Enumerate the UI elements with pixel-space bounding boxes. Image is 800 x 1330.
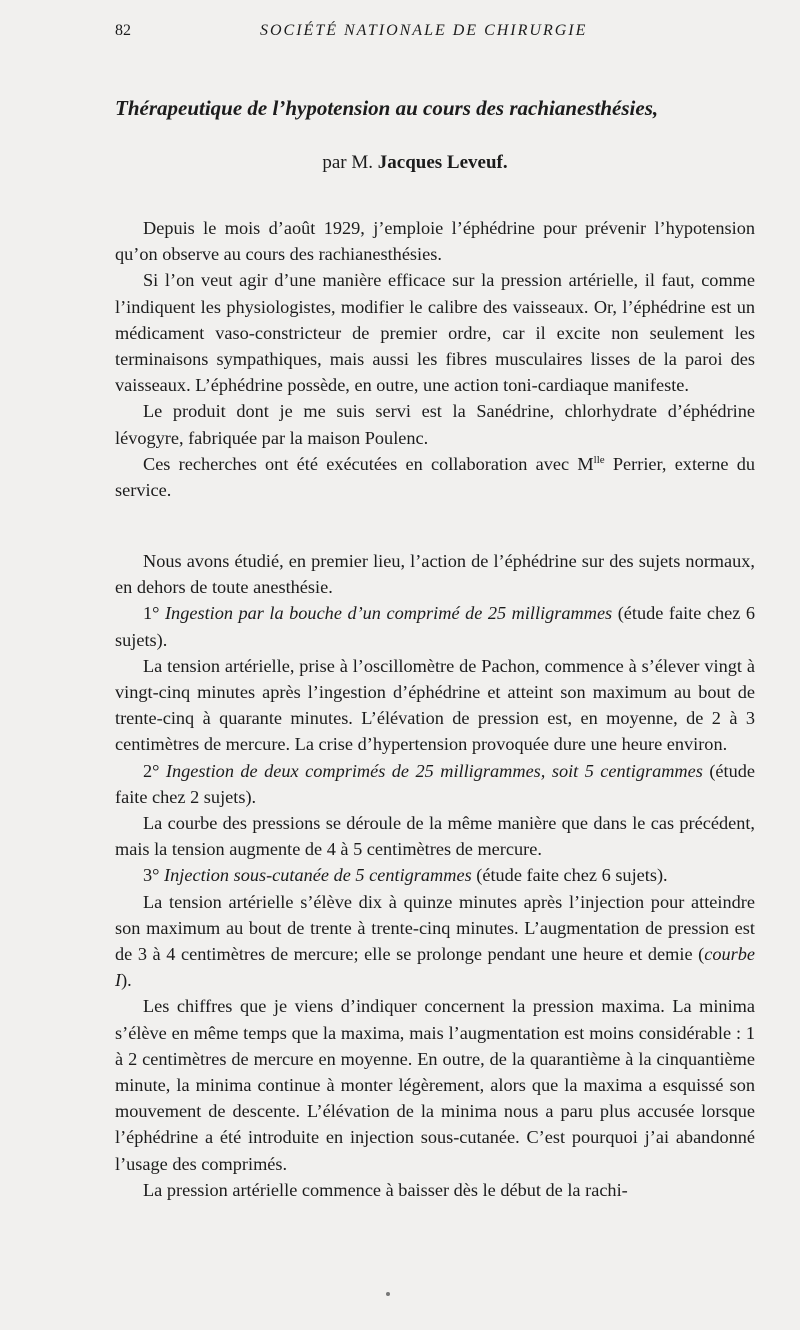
italic-heading: Ingestion de deux comprimés de 25 milligrammes, soit 5 centigrammes (165, 760, 703, 781)
paragraph (115, 600, 755, 652)
paragraph (115, 889, 755, 994)
section-experiments (115, 548, 755, 1203)
item-number: 3° (143, 865, 165, 886)
text-run: La tension artérielle s’élève dix à quinze minutes après l’injection pour atteindre son maximum au bout de trente à trente-cinq minutes. L’augmentation de pression est de 3 à 4 centimètres de mercure; elle se prolonge pendant une heure et demie ( (115, 891, 755, 965)
figure-reference: courbe I (115, 944, 755, 991)
paragraph: Les chiffres que je viens d’indiquer concernent la pression maxima. La minima s’élève en même temps que la maxima, mais l’augmentation est moins considérable : 1 à 2 centimètres de mercure en moyenne. En outre, de la quarantième à la cinquantième minute, la minima continue à monter légèrement, alors que la maxima a esquissé son mouvement de descente. L’élévation de la minima nous a paru plus accusée lorsque l’éphédrine a été introduite en injection sous-cutanée. C’est pourquoi j’ai abandonné l’usage des comprimés. (115, 996, 755, 1174)
text-run: (étude faite chez 6 sujets). (115, 603, 755, 650)
paragraph: Nous avons étudié, en premier lieu, l’action de l’éphédrine sur des sujets normaux, en dehors de toute anesthésie. (115, 551, 755, 598)
byline-prefix: par M. (322, 152, 374, 173)
italic-heading: Ingestion par la bouche d’un comprimé de 25 milligrammes (164, 603, 613, 624)
paragraph: La pression artérielle commence à baisser dès le début de la rachi- (143, 1179, 628, 1200)
text-run: (étude faite chez 6 sujets). (471, 865, 668, 886)
byline (0, 152, 800, 174)
superscript: lle (593, 453, 605, 466)
italic-heading: Injection sous-cutanée de 5 centigrammes (164, 865, 472, 886)
item-number: 2° (143, 760, 166, 781)
text-run: Ces recherches ont été exécutées en collaboration avec M (143, 453, 594, 474)
paragraph (115, 451, 755, 503)
paragraph (115, 758, 755, 810)
author-name: Jacques Leveuf. (377, 152, 508, 173)
text-run: Perrier, externe du service. (115, 453, 756, 501)
paragraph: Si l’on veut agir d’une manière efficace sur la pression artérielle, il faut, comme l’indiquent les physiologistes, modifier le calibre des vaisseaux. Or, l’éphédrine est un médicament vaso-constricteur de premier ordre, car il excite non seulement les terminaisons sympathiques, mais aussi les fibres musculaires lisses de la paroi des vaisseaux. L’éphédrine possède, en outre, une action toni-cardiaque manifeste. (115, 270, 755, 396)
paragraph: Le produit dont je me suis servi est la Sanédrine, chlorhydrate d’éphédrine lévogyre, fabriquée par la maison Poulenc. (115, 401, 755, 448)
paragraph: La tension artérielle, prise à l’oscillomètre de Pachon, commence à s’élever vingt à vingt-cinq minutes après l’ingestion d’éphédrine et atteint son maximum au bout de trente-cinq à quarante minutes. L’élévation de pression est, en moyenne, de 2 à 3 centimètres de mercure. La crise d’hypertension provoquée dure une heure environ. (115, 655, 755, 755)
text-run: ). (121, 970, 132, 991)
running-title: SOCIÉTÉ NATIONALE DE CHIRURGIE (260, 22, 588, 39)
paragraph: La courbe des pressions se déroule de la même manière que dans le cas précédent, mais la tension augmente de 4 à 5 centimètres de mercure. (115, 813, 755, 860)
item-number: 1° (143, 603, 165, 624)
article-title: Thérapeutique de l’hypotension au cours des rachianesthésies, (115, 96, 659, 120)
text-run: (étude faite chez 2 sujets). (115, 760, 755, 807)
page-number: 82 (115, 22, 131, 39)
paragraph (115, 862, 755, 888)
page-header (115, 22, 756, 46)
paragraph: Depuis le mois d’août 1929, j’emploie l’éphédrine pour prévenir l’hypotension qu’on observe au cours des rachianesthésies. (115, 218, 755, 265)
footer-mark (386, 1292, 390, 1296)
section-intro (115, 215, 755, 503)
